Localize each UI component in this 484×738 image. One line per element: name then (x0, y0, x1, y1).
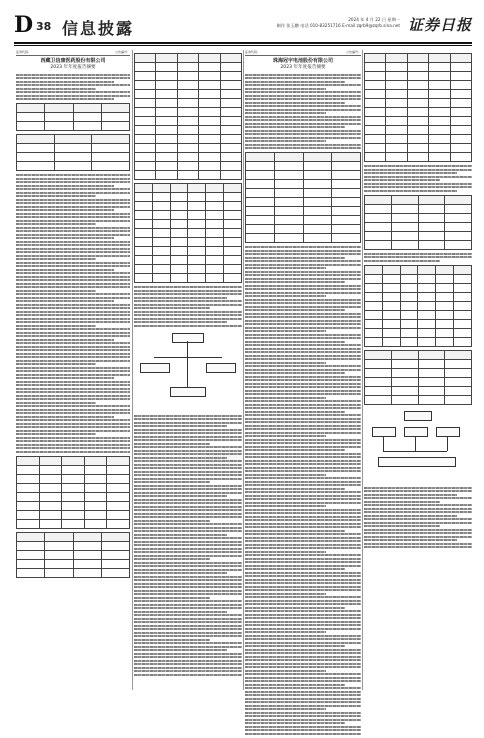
stock-code-line: 证券代码： 公告编号： (245, 50, 361, 54)
data-table (364, 195, 472, 250)
diagram-box (404, 411, 432, 421)
diagram-box (436, 427, 460, 437)
company-name: 西藏卫信康医药股份有限公司 (40, 58, 106, 64)
body-text (245, 246, 361, 735)
editor-contact: 制作 张玉鹏 电话 010-83251716 E-mail zqrb9@zqrb.sina.net (276, 23, 400, 28)
shareholding-diagram (134, 331, 242, 411)
article-column-4 (364, 50, 472, 551)
diagram-line (415, 437, 416, 451)
data-table (134, 183, 242, 283)
body-text (245, 74, 361, 150)
data-table (16, 103, 130, 131)
data-table (16, 532, 130, 578)
data-table (16, 456, 130, 529)
data-table (364, 350, 472, 405)
article-column-1 (16, 50, 130, 581)
data-table (16, 134, 130, 171)
diagram-box (170, 387, 206, 397)
diagram-box (140, 363, 170, 373)
section-letter: D (14, 12, 34, 38)
data-table (134, 53, 242, 180)
page-number: 38 (36, 20, 52, 33)
newspaper-logo: 证券日报 (407, 16, 472, 34)
diagram-line (447, 437, 448, 451)
body-text (364, 165, 472, 192)
diagram-box (378, 457, 456, 467)
body-text (364, 487, 472, 549)
column-divider (362, 50, 363, 690)
stock-code-line: 证券代码： 公告编号： (16, 50, 130, 54)
body-text (16, 174, 130, 453)
article-column-2 (134, 50, 242, 679)
company-name: 珠海冠宇电池股份有限公司 (272, 58, 333, 64)
body-text (16, 74, 130, 101)
data-table (245, 152, 361, 243)
column-divider (132, 50, 133, 690)
masthead (14, 12, 472, 42)
diagram-line (187, 357, 188, 387)
header-rule-thin (14, 45, 472, 46)
masthead-meta (230, 17, 400, 29)
body-text (364, 253, 472, 262)
diagram-box (172, 333, 204, 343)
header-rule (14, 42, 472, 44)
section-title: 信息披露 (62, 19, 135, 38)
diagram-box (404, 427, 428, 437)
report-title: 2023 年年度报告摘要 (280, 65, 326, 70)
issue-date: 2024 年 4 月 22 日 星期一 (348, 17, 400, 22)
diagram-box (206, 363, 236, 373)
diagram-line (187, 341, 188, 357)
diagram-line (383, 451, 447, 452)
report-title: 2023 年年度报告摘要 (50, 65, 96, 70)
diagram-line (154, 357, 222, 358)
data-table (364, 53, 472, 162)
diagram-box (372, 427, 396, 437)
diagram-line (383, 437, 384, 451)
watermark (185, 448, 255, 468)
body-text (134, 286, 242, 327)
column-divider (243, 50, 244, 690)
data-table (364, 265, 472, 347)
article-column-3 (245, 50, 361, 738)
control-diagram (364, 409, 472, 483)
